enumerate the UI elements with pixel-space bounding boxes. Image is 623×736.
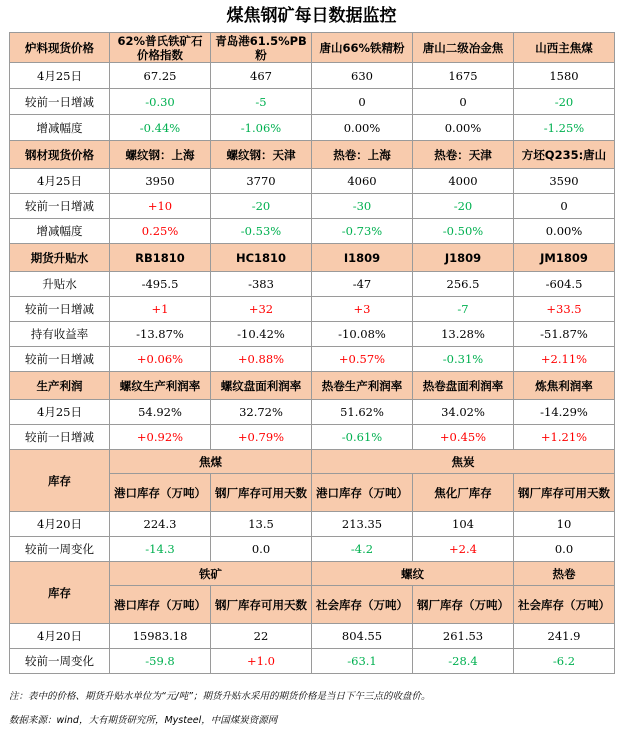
group-header-iron-ore: 铁矿 bbox=[110, 562, 312, 586]
table-cell: -1.06% bbox=[211, 115, 312, 141]
row-label: 4月20日 bbox=[10, 624, 110, 649]
table-cell: -4.2 bbox=[312, 537, 413, 562]
column-header: 方坯Q235:唐山 bbox=[514, 141, 615, 169]
table-cell: +0.79% bbox=[211, 425, 312, 450]
column-header: HC1810 bbox=[211, 244, 312, 272]
section-header-furnace: 炉料现货价格 bbox=[10, 33, 110, 63]
table-cell: 630 bbox=[312, 63, 413, 89]
row-label: 较前一周变化 bbox=[10, 649, 110, 674]
footnote: 注：表中的价格、期货升贴水单位为“元/吨”；期货升贴水采用的期货价格是当日下午三点的收盘价。 bbox=[9, 691, 431, 702]
table-cell: 241.9 bbox=[514, 624, 615, 649]
table-cell: 34.02% bbox=[413, 400, 514, 425]
column-header: 港口库存（万吨） bbox=[312, 474, 413, 512]
table-cell: 467 bbox=[211, 63, 312, 89]
row-label: 增减幅度 bbox=[10, 115, 110, 141]
table-row bbox=[10, 400, 615, 425]
table-cell: -14.29% bbox=[514, 400, 615, 425]
table-cell: 67.25 bbox=[110, 63, 211, 89]
row-label: 增减幅度 bbox=[10, 219, 110, 244]
column-header: 港口库存（万吨） bbox=[110, 586, 211, 624]
column-header: 港口库存（万吨） bbox=[110, 474, 211, 512]
table-row bbox=[10, 425, 615, 450]
table-row bbox=[10, 624, 615, 649]
table-cell: 54.92% bbox=[110, 400, 211, 425]
column-header: J1809 bbox=[413, 244, 514, 272]
row-label: 较前一日增减 bbox=[10, 425, 110, 450]
row-label: 4月20日 bbox=[10, 512, 110, 537]
row-label: 4月25日 bbox=[10, 63, 110, 89]
table-cell: -13.87% bbox=[110, 322, 211, 347]
table-cell: -10.08% bbox=[312, 322, 413, 347]
table-cell: +32 bbox=[211, 297, 312, 322]
table-cell: 0.00% bbox=[514, 219, 615, 244]
row-label: 较前一日增减 bbox=[10, 89, 110, 115]
table-cell: 1675 bbox=[413, 63, 514, 89]
group-header-coking-coal: 焦煤 bbox=[110, 450, 312, 474]
column-header: 热卷：上海 bbox=[312, 141, 413, 169]
table-cell: 0 bbox=[312, 89, 413, 115]
row-label: 4月25日 bbox=[10, 169, 110, 194]
table-cell: -1.25% bbox=[514, 115, 615, 141]
table-cell: +0.92% bbox=[110, 425, 211, 450]
table-cell: 3770 bbox=[211, 169, 312, 194]
table-cell: +1.0 bbox=[211, 649, 312, 674]
column-header: 热卷生产利润率 bbox=[312, 372, 413, 400]
column-header: 社会库存（万吨） bbox=[514, 586, 615, 624]
table-cell: -59.8 bbox=[110, 649, 211, 674]
table-cell: +3 bbox=[312, 297, 413, 322]
table-cell: 15983.18 bbox=[110, 624, 211, 649]
table-cell: 10 bbox=[514, 512, 615, 537]
page-title: 煤焦钢矿每日数据监控 bbox=[226, 6, 397, 26]
table-cell: 3590 bbox=[514, 169, 615, 194]
row-label: 较前一日增减 bbox=[10, 194, 110, 219]
table-cell: 213.35 bbox=[312, 512, 413, 537]
group-header-rebar: 螺纹 bbox=[312, 562, 514, 586]
table-cell: +1.21% bbox=[514, 425, 615, 450]
column-header: RB1810 bbox=[110, 244, 211, 272]
column-header: 螺纹盘面利润率 bbox=[211, 372, 312, 400]
table-cell: 32.72% bbox=[211, 400, 312, 425]
column-header: 螺纹钢：上海 bbox=[110, 141, 211, 169]
table-cell: 13.28% bbox=[413, 322, 514, 347]
table-cell: -0.61% bbox=[312, 425, 413, 450]
table-cell: -0.73% bbox=[312, 219, 413, 244]
column-header: 热卷：天津 bbox=[413, 141, 514, 169]
table-cell: +0.45% bbox=[413, 425, 514, 450]
table-cell: -5 bbox=[211, 89, 312, 115]
table-cell: +0.88% bbox=[211, 347, 312, 372]
column-header: JM1809 bbox=[514, 244, 615, 272]
table-row bbox=[10, 244, 615, 272]
table-cell: 0.0 bbox=[514, 537, 615, 562]
section-header-inventory: 库存 bbox=[10, 562, 110, 624]
table-row bbox=[10, 347, 615, 372]
row-label: 较前一周变化 bbox=[10, 537, 110, 562]
table-cell: -51.87% bbox=[514, 322, 615, 347]
group-header-hrc: 热卷 bbox=[514, 562, 615, 586]
table-cell: -0.44% bbox=[110, 115, 211, 141]
table-cell: +33.5 bbox=[514, 297, 615, 322]
table-cell: +2.4 bbox=[413, 537, 514, 562]
column-header: 青岛港61.5%PB粉 bbox=[211, 33, 312, 63]
table-cell: 1580 bbox=[514, 63, 615, 89]
column-header: 社会库存（万吨） bbox=[312, 586, 413, 624]
data-source: 数据来源：wind，大有期货研究所，Mysteel，中国煤炭资源网 bbox=[9, 715, 278, 726]
section-header-futures: 期货升贴水 bbox=[10, 244, 110, 272]
table-cell: 261.53 bbox=[413, 624, 514, 649]
column-header: 62%普氏铁矿石价格指数 bbox=[110, 33, 211, 63]
table-cell: 4060 bbox=[312, 169, 413, 194]
table-row bbox=[10, 372, 615, 400]
table-row bbox=[10, 63, 615, 89]
table-cell: 104 bbox=[413, 512, 514, 537]
table-cell: 13.5 bbox=[211, 512, 312, 537]
column-header: 钢厂库存可用天数 bbox=[211, 586, 312, 624]
table-row bbox=[10, 219, 615, 244]
table-cell: 804.55 bbox=[312, 624, 413, 649]
column-header: 唐山66%铁精粉 bbox=[312, 33, 413, 63]
table-row bbox=[10, 194, 615, 219]
row-label: 较前一日增减 bbox=[10, 297, 110, 322]
table-row bbox=[10, 141, 615, 169]
table-cell: -0.53% bbox=[211, 219, 312, 244]
section-header-profit: 生产利润 bbox=[10, 372, 110, 400]
table-cell: -14.3 bbox=[110, 537, 211, 562]
table-cell: -6.2 bbox=[514, 649, 615, 674]
data-monitor-table bbox=[9, 32, 615, 674]
row-label: 较前一日增减 bbox=[10, 347, 110, 372]
table-row bbox=[10, 297, 615, 322]
section-header-inventory: 库存 bbox=[10, 450, 110, 512]
table-cell: 0.25% bbox=[110, 219, 211, 244]
table-cell: 0.00% bbox=[312, 115, 413, 141]
table-cell: 0.00% bbox=[413, 115, 514, 141]
column-header: 炼焦利润率 bbox=[514, 372, 615, 400]
table-cell: -20 bbox=[413, 194, 514, 219]
table-cell: +2.11% bbox=[514, 347, 615, 372]
table-cell: -604.5 bbox=[514, 272, 615, 297]
table-row bbox=[10, 537, 615, 562]
column-header: 热卷盘面利润率 bbox=[413, 372, 514, 400]
table-cell: -20 bbox=[514, 89, 615, 115]
column-header: 唐山二级冶金焦 bbox=[413, 33, 514, 63]
table-cell: -495.5 bbox=[110, 272, 211, 297]
table-row bbox=[10, 89, 615, 115]
column-header: 山西主焦煤 bbox=[514, 33, 615, 63]
column-header: 钢厂库存可用天数 bbox=[211, 474, 312, 512]
table-cell: +1 bbox=[110, 297, 211, 322]
table-cell: -0.50% bbox=[413, 219, 514, 244]
table-cell: +0.57% bbox=[312, 347, 413, 372]
table-cell: -20 bbox=[211, 194, 312, 219]
table-cell: -28.4 bbox=[413, 649, 514, 674]
row-label: 升贴水 bbox=[10, 272, 110, 297]
column-header: 螺纹钢：天津 bbox=[211, 141, 312, 169]
table-cell: 4000 bbox=[413, 169, 514, 194]
table-row bbox=[10, 450, 615, 474]
table-row bbox=[10, 272, 615, 297]
table-cell: -383 bbox=[211, 272, 312, 297]
table-cell: -47 bbox=[312, 272, 413, 297]
table-cell: 0 bbox=[413, 89, 514, 115]
table-cell: -7 bbox=[413, 297, 514, 322]
table-row bbox=[10, 169, 615, 194]
table-cell: 0.0 bbox=[211, 537, 312, 562]
table-row bbox=[10, 649, 615, 674]
group-header-coke: 焦炭 bbox=[312, 450, 615, 474]
table-cell: 256.5 bbox=[413, 272, 514, 297]
table-row bbox=[10, 33, 615, 63]
table-cell: -0.30 bbox=[110, 89, 211, 115]
column-header: 钢厂库存可用天数 bbox=[514, 474, 615, 512]
row-label: 4月25日 bbox=[10, 400, 110, 425]
table-cell: -10.42% bbox=[211, 322, 312, 347]
column-header: 钢厂库存（万吨） bbox=[413, 586, 514, 624]
table-cell: 224.3 bbox=[110, 512, 211, 537]
section-header-steel: 钢材现货价格 bbox=[10, 141, 110, 169]
table-row bbox=[10, 562, 615, 586]
table-row bbox=[10, 115, 615, 141]
table-cell: -30 bbox=[312, 194, 413, 219]
table-cell: +0.06% bbox=[110, 347, 211, 372]
column-header: 焦化厂库存 bbox=[413, 474, 514, 512]
table-cell: +10 bbox=[110, 194, 211, 219]
table-row bbox=[10, 322, 615, 347]
column-header: 螺纹生产利润率 bbox=[110, 372, 211, 400]
table-row bbox=[10, 512, 615, 537]
table-cell: -0.31% bbox=[413, 347, 514, 372]
row-label: 持有收益率 bbox=[10, 322, 110, 347]
table-cell: 51.62% bbox=[312, 400, 413, 425]
table-cell: 0 bbox=[514, 194, 615, 219]
table-cell: 22 bbox=[211, 624, 312, 649]
column-header: I1809 bbox=[312, 244, 413, 272]
table-cell: -63.1 bbox=[312, 649, 413, 674]
table-cell: 3950 bbox=[110, 169, 211, 194]
